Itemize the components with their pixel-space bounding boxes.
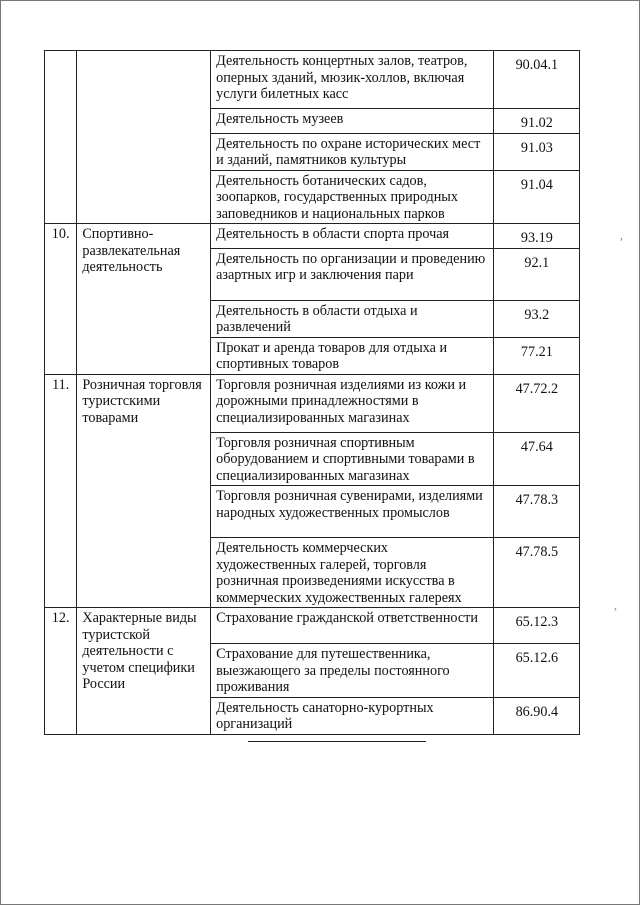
table-row bbox=[45, 224, 580, 249]
activity-cell: Торговля розничная сувенирами, изделиями народных художественных промыслов bbox=[211, 486, 494, 538]
table-row bbox=[45, 51, 580, 109]
group-number bbox=[45, 51, 77, 224]
scan-mark: , bbox=[614, 598, 617, 612]
table-row bbox=[45, 374, 580, 432]
activity-cell: Деятельность в области спорта прочая bbox=[211, 224, 494, 249]
group-number: 10. bbox=[45, 224, 77, 375]
activity-cell: Страхование гражданской ответственности bbox=[211, 608, 494, 644]
okved-code-cell: 47.78.5 bbox=[493, 538, 579, 608]
okved-code-cell: 47.78.3 bbox=[493, 486, 579, 538]
activity-cell: Деятельность ботанических садов, зоопарков, государственных природных заповедников и национальных парков bbox=[211, 170, 494, 224]
okved-code-cell: 47.64 bbox=[493, 432, 579, 486]
closing-rule bbox=[248, 741, 426, 742]
table-row bbox=[45, 608, 580, 644]
activity-cell: Деятельность концертных залов, театров, оперных зданий, мюзик-холлов, включая услуги билетных касс bbox=[211, 51, 494, 109]
okved-code-cell: 86.90.4 bbox=[493, 697, 579, 734]
activity-cell: Прокат и аренда товаров для отдыха и спортивных товаров bbox=[211, 337, 494, 374]
activity-cell: Торговля розничная изделиями из кожи и дорожными принадлежностями в специализированных магазинах bbox=[211, 374, 494, 432]
okved-code-cell: 65.12.3 bbox=[493, 608, 579, 644]
activity-cell: Деятельность коммерческих художественных галерей, торговля розничная произведениями искусства в коммерческих художественных галереях bbox=[211, 538, 494, 608]
okved-code-cell: 65.12.6 bbox=[493, 644, 579, 698]
activity-cell: Деятельность по охране исторических мест и зданий, памятников культуры bbox=[211, 133, 494, 170]
okved-code-cell: 91.03 bbox=[493, 133, 579, 170]
group-category: Спортивно-развлекательная деятельность bbox=[77, 224, 211, 375]
group-number: 11. bbox=[45, 374, 77, 608]
activity-table-body bbox=[45, 51, 580, 735]
activity-cell: Страхование для путешественника, выезжающего за пределы постоянного проживания bbox=[211, 644, 494, 698]
activity-cell: Торговля розничная спортивным оборудованием и спортивными товарами в специализированных магазинах bbox=[211, 432, 494, 486]
okved-code-cell: 93.2 bbox=[493, 300, 579, 337]
okved-code-cell: 92.1 bbox=[493, 248, 579, 300]
group-category bbox=[77, 51, 211, 224]
group-category: Характерные виды туристской деятельности с учетом специфики России bbox=[77, 608, 211, 735]
activity-cell: Деятельность по организации и проведению азартных игр и заключения пари bbox=[211, 248, 494, 300]
okved-code-cell: 91.02 bbox=[493, 109, 579, 134]
activity-cell: Деятельность музеев bbox=[211, 109, 494, 134]
group-category: Розничная торговля туристскими товарами bbox=[77, 374, 211, 608]
activity-cell: Деятельность санаторно-курортных организаций bbox=[211, 697, 494, 734]
okved-code-cell: 91.04 bbox=[493, 170, 579, 224]
group-number: 12. bbox=[45, 608, 77, 735]
okved-code-cell: 93.19 bbox=[493, 224, 579, 249]
okved-code-cell: 90.04.1 bbox=[493, 51, 579, 109]
scan-mark: , bbox=[620, 228, 623, 242]
okved-code-cell: 77.21 bbox=[493, 337, 579, 374]
okved-code-cell: 47.72.2 bbox=[493, 374, 579, 432]
activity-cell: Деятельность в области отдыха и развлечений bbox=[211, 300, 494, 337]
activity-table bbox=[44, 50, 580, 735]
